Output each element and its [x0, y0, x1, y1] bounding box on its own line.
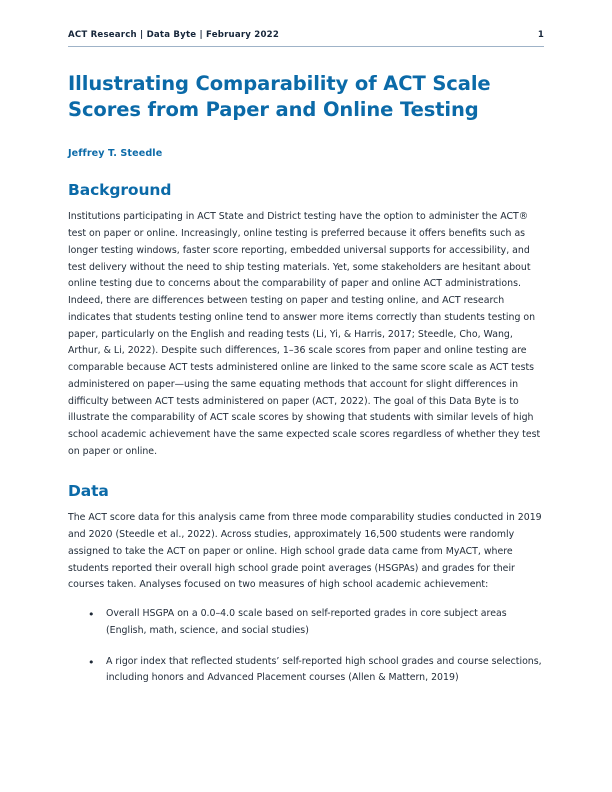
list-item: • A rigor index that reflected students’ self-reported high school grades and course selections, including honors and Advanced Placement courses (Allen & Mattern, 2019) [94, 654, 544, 687]
paragraph-background: Institutions participating in ACT State and District testing have the option to administer the ACT® test on paper or online. Increasingly, online testing is preferred because it offers benefits such as longer testing windows, faster score reporting, embedded universal supports for accessibility, and test delivery without the need to ship testing materials. Yet, some stakeholders are hesitant about online testing due to concerns about the comparability of paper and online ACT administrations. Indeed, there are differences between testing on paper and testing online, and ACT research indicates that students testing online tend to answer more items correctly than students testing on paper, particularly on the English and reading tests (Li, Yi, & Harris, 2017; Steedle, Cho, Wang, Arthur, & Li, 2022). Despite such differences, 1–36 scale scores from paper and online testing are comparable because ACT tests administered online are linked to the same score scale as ACT tests administered on paper—using the same equating methods that account for slight differences in difficulty between ACT tests administered on paper (ACT, 2022). The goal of this Data Byte is to illustrate the comparability of ACT scale scores by showing that students with similar levels of high school academic achievement have the same expected scale scores regardless of whether they test on paper or online. [68, 211, 541, 457]
list-item: • Overall HSGPA on a 0.0–4.0 scale based on self-reported grades in core subject areas (English, math, science, and social studies) [94, 606, 544, 639]
page-number: 1 [537, 30, 544, 40]
author-name: Jeffrey T. Steedle [68, 148, 163, 160]
section-heading-data: Data [68, 482, 109, 501]
paragraph-data: The ACT score data for this analysis came from three mode comparability studies conducted in 2019 and 2020 (Steedle et al., 2022). Across studies, approximately 16,500 students were randomly assigned to take the ACT on paper or online. High school grade data came from MyACT, where students reported their overall high school grade point averages (HSGPAs) and grades for their courses taken. Analyses focused on two measures of high school academic achievement: [68, 512, 542, 591]
header-breadcrumb: ACT Research | Data Byte | February 2022 [68, 30, 280, 40]
page-title: Illustrating Comparability of ACT Scale Scores from Paper and Online Testing [68, 72, 491, 121]
page-header [68, 30, 544, 47]
data-measures-list [68, 606, 544, 687]
section-heading-background: Background [68, 181, 172, 200]
